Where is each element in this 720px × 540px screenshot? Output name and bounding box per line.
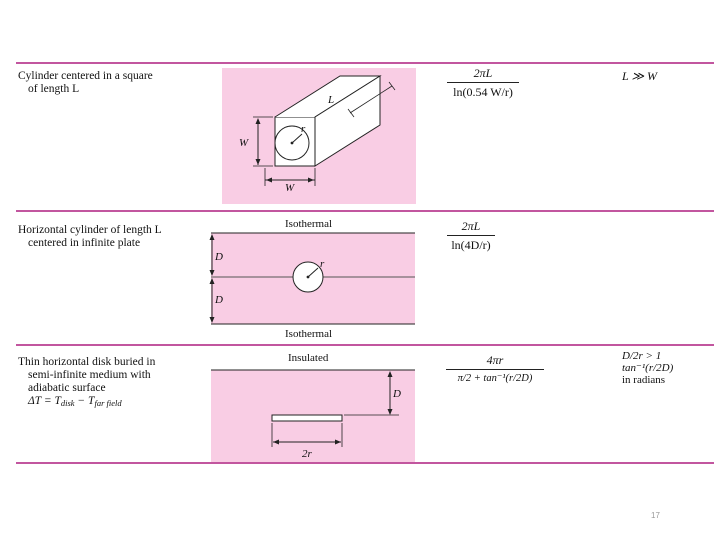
row3-depth-label: D — [393, 388, 401, 400]
row3-shape-factor-denominator: π/2 + tan⁻¹(r/2D) — [457, 373, 533, 384]
row2-isothermal-bottom-label: Isothermal — [285, 328, 333, 340]
row1-shape-factor — [447, 66, 519, 99]
row3-condition-ratio: D/2r > 1 — [622, 350, 662, 362]
row1-length-label: L — [328, 94, 335, 106]
row3-condition-arctan: tan⁻¹(r/2D) — [622, 362, 674, 374]
buried-disk-diagram — [204, 365, 416, 465]
row3-diameter-label: 2r — [302, 448, 312, 460]
row2-shape-factor-numerator: 2πL — [461, 219, 481, 233]
row3-fraction-bar — [446, 369, 544, 370]
row1-description — [18, 70, 153, 96]
row2-isothermal-top-label: Isothermal — [285, 218, 333, 230]
row2-shape-factor — [447, 219, 495, 252]
row1-radius-label: r — [301, 123, 306, 135]
row2-description-line2: centered in infinite plate — [28, 237, 141, 249]
row3-conditions — [622, 350, 673, 386]
row3-temperature-difference: $\Delta T = T_{disk} - T_{far field}$ — [28, 395, 122, 408]
row1-fraction-bar — [447, 82, 519, 83]
row2-fraction-bar — [447, 235, 495, 236]
row1-shape-factor-denominator: ln(0.54 W/r) — [453, 85, 513, 99]
row2-description — [18, 224, 162, 250]
row2-upper-depth-label: D — [215, 251, 223, 263]
table-rule-row2 — [16, 344, 714, 346]
row1-side-width-label: W — [239, 137, 249, 149]
page-number: 17 — [651, 511, 660, 520]
row3-description-line2: semi-infinite medium with — [28, 369, 151, 381]
row3-description-line3: adiabatic surface — [28, 382, 106, 394]
row1-bottom-width-label: W — [285, 182, 295, 194]
row3-shape-factor — [446, 353, 544, 386]
row1-description-line1: Cylinder centered in a square — [18, 70, 153, 82]
row2-shape-factor-denominator: ln(4D/r) — [451, 238, 491, 252]
row2-radius-label: r — [320, 258, 325, 270]
row1-description-line2: of length L — [28, 83, 80, 95]
row3-description — [18, 356, 155, 410]
row3-description-line1: Thin horizontal disk buried in — [18, 356, 156, 368]
row2-description-line1: Horizontal cylinder of length L — [18, 224, 162, 236]
row3-insulated-label: Insulated — [288, 352, 329, 364]
table-rule-top — [16, 62, 714, 64]
row1-shape-factor-numerator: 2πL — [473, 66, 493, 80]
row1-condition: L ≫ W — [622, 69, 658, 83]
row2-lower-depth-label: D — [215, 294, 223, 306]
cylinder-in-square-diagram — [222, 68, 416, 204]
cylinder-in-plate-diagram — [204, 228, 416, 328]
row3-shape-factor-numerator: 4πr — [486, 353, 504, 367]
row3-condition-units: in radians — [622, 374, 666, 386]
table-rule-row1 — [16, 210, 714, 212]
